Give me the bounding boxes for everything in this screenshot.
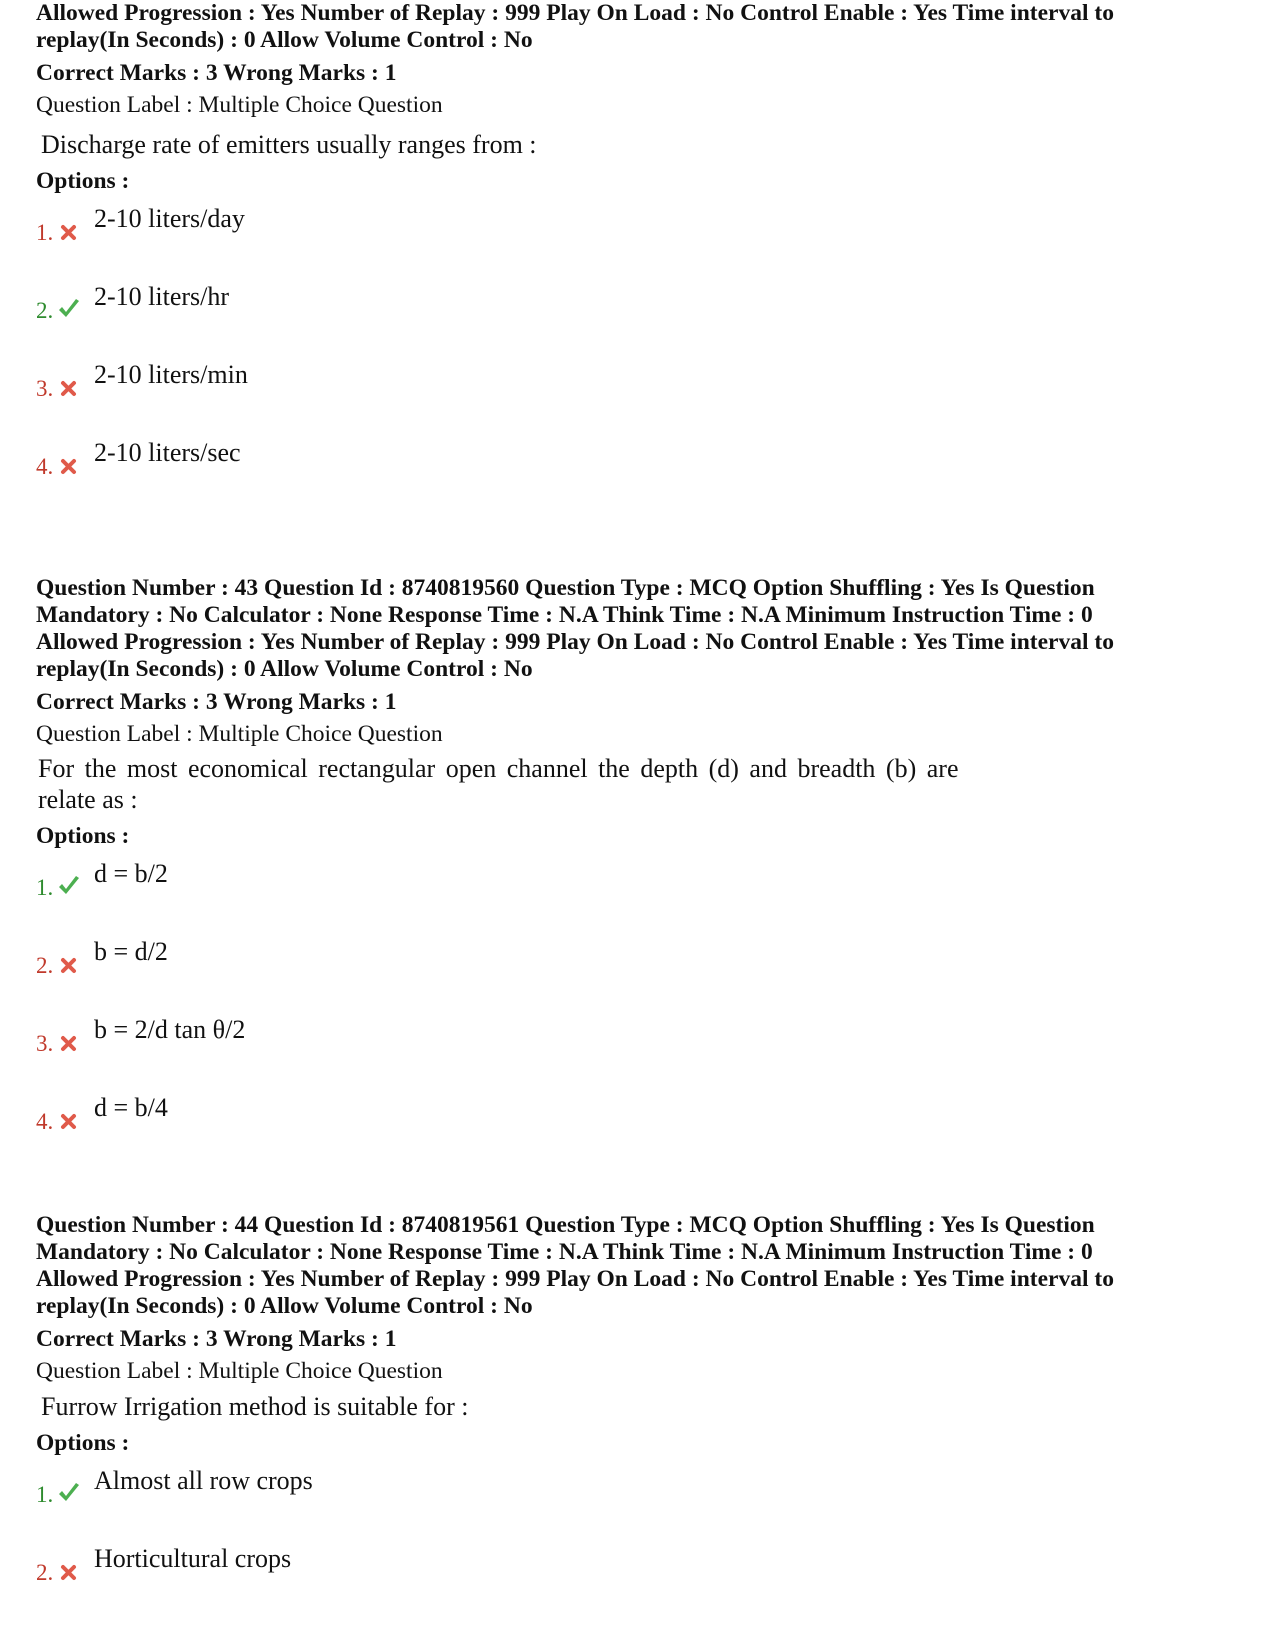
cross-icon: [58, 453, 80, 477]
option-row: [36, 1090, 1236, 1168]
question-label: Question Label : Multiple Choice Question: [36, 92, 443, 118]
question-text: Discharge rate of emitters usually ranges from :: [41, 130, 537, 159]
option-text: Horticultural crops: [94, 1544, 292, 1573]
cross-icon: [58, 1030, 80, 1054]
question-block-43: [36, 575, 1236, 1168]
options-heading: Options :: [36, 168, 130, 194]
cross-icon: [58, 375, 80, 399]
option-number: 1.: [36, 875, 54, 900]
question-text: [36, 753, 1236, 815]
option-row: [36, 1541, 1236, 1619]
question-text: Furrow Irrigation method is suitable for :: [41, 1392, 469, 1421]
option-row: [36, 201, 1236, 279]
check-icon: [58, 297, 80, 321]
option-number: 4.: [36, 1109, 54, 1134]
option-text: Almost all row crops: [94, 1466, 313, 1495]
check-icon: [58, 874, 80, 898]
question-meta-line: replay(In Seconds) : 0 Allow Volume Control : No: [36, 656, 533, 682]
option-row: [36, 856, 1236, 934]
question-meta-line: replay(In Seconds) : 0 Allow Volume Control : No: [36, 27, 533, 53]
question-text-line: relate as :: [38, 785, 138, 814]
option-row: [36, 1463, 1236, 1541]
cross-icon: [58, 219, 80, 243]
question-block-44: [36, 1212, 1236, 1619]
option-number: 2.: [36, 298, 54, 323]
question-label: Question Label : Multiple Choice Question: [36, 721, 443, 747]
option-text: 2-10 liters/sec: [94, 438, 241, 467]
question-meta-line: Allowed Progression : Yes Number of Replay : 999 Play On Load : No Control Enable : Yes Time interval to: [36, 629, 1114, 655]
option-text: 2-10 liters/min: [94, 360, 248, 389]
option-row: [36, 1012, 1236, 1090]
option-number: 1.: [36, 220, 54, 245]
marks-line: Correct Marks : 3 Wrong Marks : 1: [36, 1326, 397, 1352]
options-list: [36, 201, 1236, 513]
cross-icon: [58, 1108, 80, 1132]
answer-key-page: [36, 0, 1236, 1619]
option-text: d = b/2: [94, 859, 168, 888]
option-row: [36, 934, 1236, 1012]
options-heading: Options :: [36, 1430, 130, 1456]
question-meta-line: Allowed Progression : Yes Number of Replay : 999 Play On Load : No Control Enable : Yes Time interval to: [36, 1266, 1114, 1292]
option-row: [36, 279, 1236, 357]
options-list: [36, 1463, 1236, 1619]
question-block-continued: [36, 0, 1236, 513]
option-number: 3.: [36, 1031, 54, 1056]
option-number: 4.: [36, 454, 54, 479]
options-heading: Options :: [36, 823, 130, 849]
option-text: b = 2/d tan θ/2: [94, 1015, 246, 1044]
cross-icon: [58, 952, 80, 976]
option-row: [36, 357, 1236, 435]
marks-line: Correct Marks : 3 Wrong Marks : 1: [36, 60, 397, 86]
cross-icon: [58, 1559, 80, 1583]
option-text: 2-10 liters/day: [94, 204, 245, 233]
option-text: d = b/4: [94, 1093, 168, 1122]
question-meta-line: replay(In Seconds) : 0 Allow Volume Control : No: [36, 1293, 533, 1319]
option-number: 3.: [36, 376, 54, 401]
option-number: 1.: [36, 1482, 54, 1507]
question-meta-line: Mandatory : No Calculator : None Response Time : N.A Think Time : N.A Minimum Instruction Time : 0: [36, 602, 1093, 628]
question-meta-line: Question Number : 43 Question Id : 8740819560 Question Type : MCQ Option Shuffling : Yes Is Question: [36, 575, 1095, 601]
check-icon: [58, 1481, 80, 1505]
option-number: 2.: [36, 953, 54, 978]
question-meta-line: Allowed Progression : Yes Number of Replay : 999 Play On Load : No Control Enable : Yes Time interval to: [36, 0, 1114, 26]
question-meta-line: Question Number : 44 Question Id : 8740819561 Question Type : MCQ Option Shuffling : Yes Is Question: [36, 1212, 1095, 1238]
option-text: 2-10 liters/hr: [94, 282, 230, 311]
question-label: Question Label : Multiple Choice Question: [36, 1358, 443, 1384]
option-text: b = d/2: [94, 937, 168, 966]
marks-line: Correct Marks : 3 Wrong Marks : 1: [36, 689, 397, 715]
option-number: 2.: [36, 1560, 54, 1585]
options-list: [36, 856, 1236, 1168]
option-row: [36, 435, 1236, 513]
question-text-line: For the most economical rectangular open channel the depth (d) and breadth (b) are: [38, 754, 959, 783]
question-meta-line: Mandatory : No Calculator : None Response Time : N.A Think Time : N.A Minimum Instruction Time : 0: [36, 1239, 1093, 1265]
